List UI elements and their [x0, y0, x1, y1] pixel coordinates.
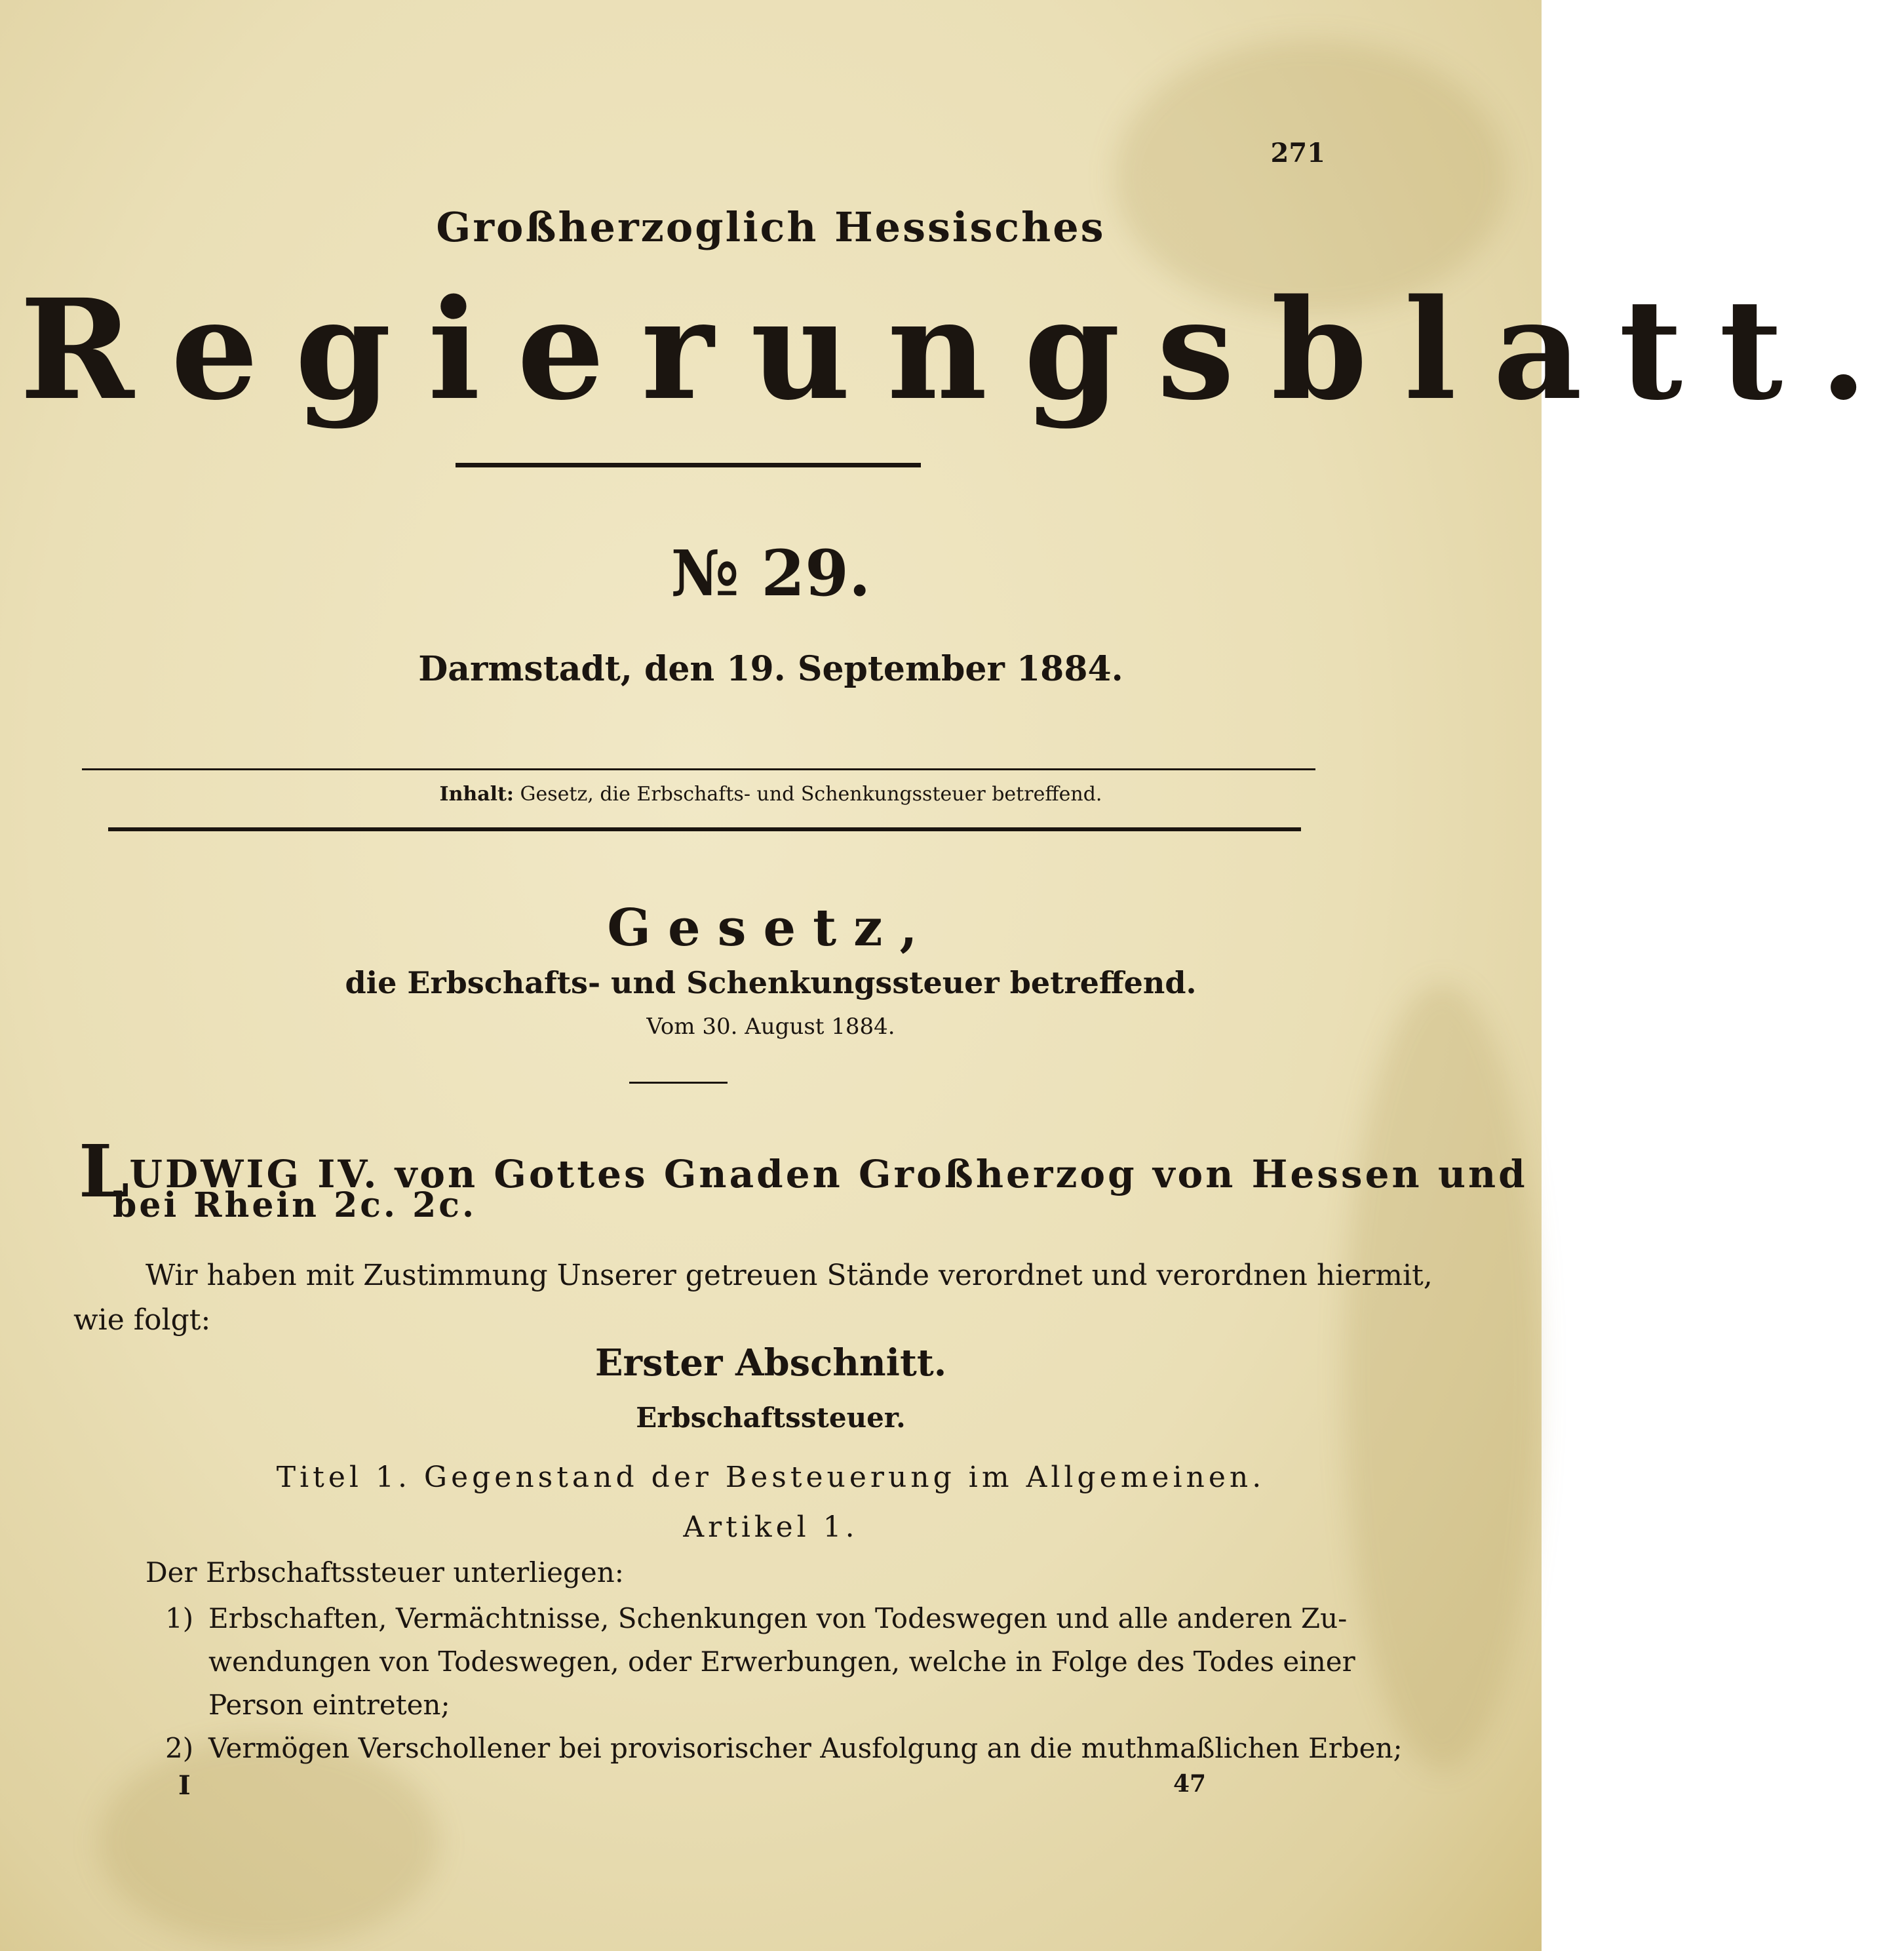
sheet-signature-right: 47	[1173, 1770, 1207, 1798]
enacting-clause-line-2: wie folgt:	[73, 1303, 211, 1337]
part-subheading: Erbschaftssteuer.	[636, 1402, 906, 1434]
list-item-line: Vermögen Verschollener bei provisorischer Ausfolgung an die muthmaßlichen Erben;	[208, 1732, 1403, 1764]
law-subject: die Erbschafts- und Schenkungssteuer betreffend.	[345, 965, 1197, 1000]
ruler-title-line-2: bei Rhein 2c. 2c.	[113, 1185, 477, 1225]
list-item-line: wendungen von Todeswegen, oder Erwerbungen, welche in Folge des Todes einer	[208, 1646, 1355, 1678]
list-item-line: Erbschaften, Vermächtnisse, Schenkungen von Todeswegen und alle anderen Zu-	[208, 1602, 1348, 1634]
list-item-line: Person eintreten;	[208, 1689, 450, 1721]
gazette-subtitle: Großherzoglich Hessisches	[436, 203, 1106, 251]
list-item-number: 1)	[165, 1602, 194, 1634]
law-date: Vom 30. August 1884.	[646, 1014, 895, 1040]
ruler-initial: L	[79, 1129, 130, 1213]
issue-date: Darmstadt, den 19. September 1884.	[418, 649, 1123, 689]
title-heading: Titel 1. Gegenstand der Besteuerung im Allgemeinen.	[276, 1461, 1266, 1494]
contents-text: Gesetz, die Erbschafts- und Schenkungssteuer betreffend.	[520, 783, 1102, 806]
list-item-number: 2)	[165, 1732, 194, 1764]
part-heading: Erster Abschnitt.	[594, 1341, 947, 1385]
law-heading: Gesetz,	[607, 898, 935, 958]
enacting-clause-line-1: Wir haben mit Zustimmung Unserer getreuen Stände verordnet und verordnen hiermit,	[146, 1259, 1433, 1292]
sheet-signature-left: I	[178, 1770, 191, 1801]
gazette-title: Regierungsblatt.	[20, 269, 1904, 431]
issue-number: № 29.	[670, 536, 871, 610]
ruler-title-rest: UDWIG IV. von Gottes Gnaden Großherzog von Hessen und	[129, 1152, 1528, 1196]
contents-bottom-rule	[108, 827, 1301, 831]
article-heading: Artikel 1.	[683, 1510, 859, 1544]
masthead-divider	[456, 463, 921, 467]
contents-top-rule	[82, 768, 1315, 770]
page-number: 271	[1270, 138, 1325, 168]
contents-line	[0, 783, 1542, 806]
paper-stain	[98, 1737, 439, 1947]
short-divider	[629, 1082, 728, 1084]
contents-label: Inhalt:	[439, 783, 514, 806]
article-intro: Der Erbschaftssteuer unterliegen:	[146, 1556, 624, 1588]
